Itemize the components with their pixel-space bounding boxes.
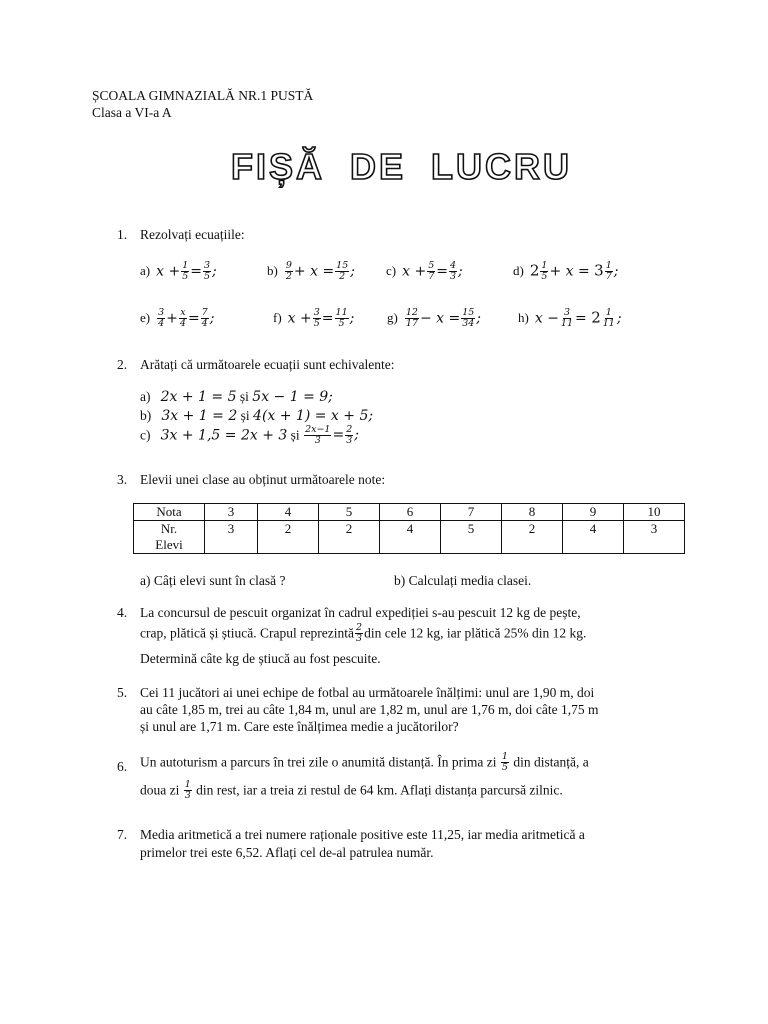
equation-1a: a) x + $\frac{1}{5}$ = $\frac{3}{5}$ ; <box>140 260 217 282</box>
equation-1e: e) $\frac{3}{4}$ + $\frac{x}{4}$ = $\frac{7}{4}$ ; <box>140 307 215 329</box>
table-header-cell: Nota <box>134 504 205 521</box>
exercise-3-question-a: a) Câți elevi sunt în clasă ? <box>140 573 286 588</box>
school-name: ȘCOALA GIMNAZIALĂ NR.1 PUSTĂ <box>92 88 314 103</box>
table-cell: 2 <box>319 521 380 554</box>
exercise-7-line: primelor trei este 6,52. Aflați cel de-al patrulea număr. <box>140 845 434 860</box>
exercise-5-line: și unul are 1,71 m. Care este înălțimea medie a jucătorilor? <box>140 719 459 734</box>
page-title: FIȘĂ DE LUCRU <box>231 146 572 187</box>
exercise-6-line: Un autoturism a parcurs în trei zile o anumită distanță. În prima zi $\frac{1}{5}$ din distanță, a <box>140 751 589 773</box>
equation-1b: b) $\frac{9}{2}$ + x = $\frac{15}{2}$ ; <box>267 260 355 282</box>
equation-2c: c) 3x + 1,5 = 2x + 3 și $\frac{2x-1}{3}$ = $\frac{2}{3}$ ; <box>140 424 359 446</box>
exercise-1-number: 1. <box>117 227 128 242</box>
equation-2a: a) 2x + 1 = 5 și 5x − 1 = 9; <box>140 389 333 405</box>
grades-table <box>133 503 685 554</box>
exercise-3-question-b: b) Calculați media clasei. <box>394 573 532 588</box>
equation-1c: c) x + $\frac{5}{7}$ = $\frac{4}{3}$ ; <box>386 260 463 282</box>
equation-1g: g) $\frac{12}{17}$ − x = $\frac{15}{34}$ ; <box>387 307 482 329</box>
table-cell: 4 <box>563 521 624 554</box>
table-cell: 7 <box>441 504 502 521</box>
equation-1f: f) x + $\frac{3}{5}$ = $\frac{11}{5}$ ; <box>273 307 355 329</box>
table-cell: 2 <box>502 521 563 554</box>
exercise-5-number: 5. <box>117 685 128 700</box>
table-cell: 2 <box>258 521 319 554</box>
exercise-4-line: crap, plătică și știucă. Crapul reprezintă $\frac{2}{3}$ din cele 12 kg, iar plătică 25% din 12 kg. <box>140 622 587 644</box>
exercise-7-line: Media aritmetică a trei numere raționale positive este 11,25, iar media aritmetică a <box>140 827 585 842</box>
table-cell: 5 <box>319 504 380 521</box>
exercise-5-line: Cei 11 jucători ai unei echipe de fotbal au următoarele înălțimi: unul are 1,90 m, doi <box>140 685 595 700</box>
table-header-cell <box>134 521 205 554</box>
row-label: Nr. <box>160 521 178 536</box>
table-row <box>134 521 685 554</box>
equation-2b: b) 3x + 1 = 2 și 4(x + 1) = x + 5; <box>140 408 374 424</box>
table-cell: 4 <box>380 521 441 554</box>
table-cell: 3 <box>624 521 685 554</box>
class-name: Clasa a VI-a A <box>92 105 172 120</box>
table-cell: 4 <box>258 504 319 521</box>
table-cell: 3 <box>205 504 258 521</box>
exercise-4-line: La concursul de pescuit organizat în cadrul expediției s-au pescuit 12 kg de pește, <box>140 605 581 620</box>
exercise-3-text: Elevii unei clase au obținut următoarele note: <box>140 472 386 487</box>
equation-1h: h) x − $\frac{3}{11}$ = 2 $\frac{1}{11}$ ; <box>518 307 622 329</box>
row-label: Elevi <box>155 537 183 552</box>
exercise-7-number: 7. <box>117 827 128 842</box>
exercise-2-text: Arătați că următoarele ecuații sunt echivalente: <box>140 357 395 372</box>
table-cell: 6 <box>380 504 441 521</box>
exercise-6-line: doua zi $\frac{1}{3}$ din rest, iar a treia zi restul de 64 km. Aflați distanța parcursă zilnic. <box>140 779 563 801</box>
equation-1d: d) 2 $\frac{1}{5}$ + x = 3 $\frac{1}{7}$ ; <box>513 260 619 282</box>
exercise-6-number: 6. <box>117 759 128 774</box>
exercise-2-number: 2. <box>117 357 128 372</box>
exercise-5-line: au câte 1,85 m, trei au câte 1,84 m, unul are 1,82 m, unul are 1,76 m, doi câte 1,75 m <box>140 702 599 717</box>
table-row <box>134 504 685 521</box>
exercise-1-text: Rezolvați ecuațiile: <box>140 227 245 242</box>
table-cell: 9 <box>563 504 624 521</box>
exercise-4-number: 4. <box>117 605 128 620</box>
exercise-3-number: 3. <box>117 472 128 487</box>
exercise-4-line: Determină câte kg de știucă au fost pescuite. <box>140 651 381 666</box>
table-cell: 3 <box>205 521 258 554</box>
table-cell: 5 <box>441 521 502 554</box>
table-cell: 10 <box>624 504 685 521</box>
table-cell: 8 <box>502 504 563 521</box>
